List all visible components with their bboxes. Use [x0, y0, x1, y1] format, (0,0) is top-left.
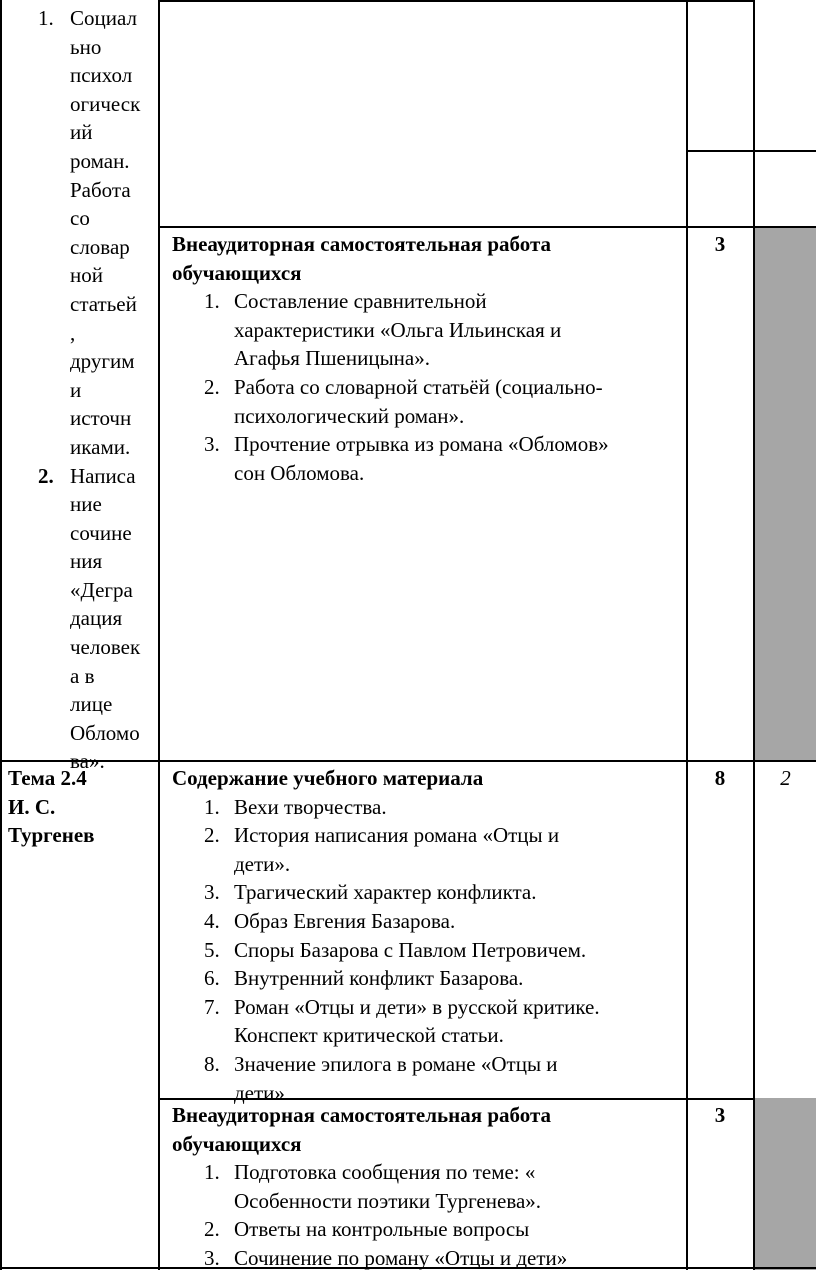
table-border [158, 0, 753, 2]
text-line: Образ Евгения Базарова. [234, 908, 456, 933]
list-item [172, 821, 684, 878]
text-line: ния [70, 549, 103, 574]
list-number: 1. [38, 6, 54, 30]
header-line: обучающихся [172, 1131, 302, 1156]
text-line: Значение эпилога в романе «Отцы и [234, 1051, 558, 1076]
shaded-cell-row3 [753, 1098, 816, 1270]
list-number: 2. [38, 463, 54, 488]
list-number: 2. [204, 374, 220, 399]
list-number: 2. [204, 823, 220, 848]
text-line: роман. [70, 148, 130, 173]
list-item [172, 964, 684, 993]
text-line: дети». [234, 851, 291, 876]
section-header [172, 1101, 684, 1158]
row3-content-cell [172, 1101, 684, 1273]
list-item [172, 793, 684, 822]
table-border [158, 226, 816, 228]
text-line: Ответы на контрольные вопросы [234, 1217, 530, 1242]
section-header [172, 230, 684, 287]
text-line: лице [70, 692, 113, 717]
list-number: 1. [204, 289, 220, 314]
text-line: , [70, 320, 76, 345]
list-item-text [70, 462, 156, 777]
list-number: 3. [204, 880, 220, 905]
text-line: характеристики «Ольга Ильинская и [234, 317, 562, 342]
row2-content-cell [172, 764, 684, 1107]
text-line: Особенности поэтики Тургенева». [234, 1188, 542, 1213]
list-number: 6. [204, 966, 220, 991]
level-cell [755, 764, 816, 793]
text-line: ние [70, 492, 102, 517]
header-line: Внеаудиторная самостоятельная работа [172, 1103, 552, 1127]
list-item-text [70, 4, 156, 462]
table-border [158, 0, 160, 1270]
content-list [172, 793, 684, 1108]
list-item [172, 1215, 684, 1244]
row1-topic-cell [0, 4, 156, 776]
text-line: Социал [70, 6, 137, 30]
text-line: огическ [70, 91, 141, 116]
text-line: сочине [70, 520, 132, 545]
text-line: Сочинение по роману «Отцы и дети» [234, 1245, 568, 1270]
text-line: и [70, 377, 82, 402]
shaded-cell-row1 [753, 226, 816, 760]
text-line: дети» [234, 1080, 285, 1105]
text-line: Агафья Пшеницына». [234, 346, 430, 371]
text-line: ной [70, 263, 103, 288]
list-number: 8. [204, 1051, 220, 1076]
text-line: сон Обломова. [234, 460, 365, 485]
level-value: 2 [780, 766, 791, 790]
text-line: а в [70, 663, 95, 688]
list-number: 5. [204, 937, 220, 962]
topic-line: И. С. [8, 794, 56, 819]
table-border [686, 0, 688, 1270]
hours-cell [688, 1101, 752, 1130]
list-item [172, 907, 684, 936]
text-line: Подготовка сообщения по теме: « [234, 1160, 536, 1185]
text-line: статьей [70, 291, 137, 316]
text-line: психологический роман». [234, 403, 465, 428]
table-border [686, 150, 816, 152]
list-number: 1. [204, 794, 220, 819]
list-item [172, 1050, 684, 1107]
header-line: Внеаудиторная самостоятельная работа [172, 232, 552, 256]
hours-cell [688, 764, 752, 793]
list-item [172, 373, 684, 430]
list-item [172, 430, 684, 487]
list-number: 3. [204, 1245, 220, 1270]
text-line: словар [70, 234, 130, 259]
table-border [753, 0, 755, 1270]
row1b-content-cell [172, 230, 684, 487]
list-number: 3. [204, 432, 220, 457]
topic-line: Тема 2.4 [8, 766, 87, 790]
list-item [172, 1244, 684, 1273]
text-line: Написа [70, 463, 136, 488]
list-number: 2. [204, 1217, 220, 1242]
text-line: Трагический характер конфликта. [234, 880, 537, 905]
header-line: Содержание учебного материала [172, 766, 484, 790]
text-line: Обломо [70, 720, 140, 745]
topic-line: Тургенев [8, 823, 95, 848]
task-list [172, 287, 684, 487]
text-line: ва». [70, 749, 105, 774]
text-line: Работа со словарной статьёй (социально- [234, 374, 603, 399]
topic-cell [8, 764, 156, 850]
text-line: История написания романа «Отцы и [234, 823, 560, 848]
text-line: дация [70, 606, 123, 631]
text-line: Внутренний конфликт Базарова. [234, 966, 524, 991]
text-line: Работа [70, 177, 131, 202]
list-number: 7. [204, 994, 220, 1019]
list-item [172, 993, 684, 1050]
text-line: Конспект критической статьи. [234, 1023, 504, 1048]
text-line: Вехи творчества. [234, 794, 387, 819]
text-line: ий [70, 120, 93, 145]
text-line: иками. [70, 434, 131, 459]
list-item [172, 936, 684, 965]
text-line: со [70, 206, 90, 231]
hours-value: 3 [714, 1103, 726, 1127]
task-list [172, 1158, 684, 1272]
list-item [172, 1158, 684, 1215]
header-line: обучающихся [172, 260, 302, 285]
text-line: Роман «Отцы и дети» в русской критике. [234, 994, 600, 1019]
hours-cell [688, 230, 752, 259]
hours-value: 3 [714, 232, 726, 256]
text-line: человек [70, 635, 141, 660]
text-line: психол [70, 63, 133, 88]
text-line: Споры Базарова с Павлом Петровичем. [234, 937, 587, 962]
text-line: «Дегра [70, 577, 133, 602]
text-line: Составление сравнительной [234, 289, 487, 314]
list-number: 1. [204, 1160, 220, 1185]
list-item [172, 287, 684, 373]
text-line: ьно [70, 34, 102, 59]
text-line: Прочтение отрывка из романа «Обломов» [234, 432, 609, 457]
list-item [172, 878, 684, 907]
section-header [172, 764, 684, 793]
text-line: другим [70, 349, 135, 374]
hours-value: 8 [714, 766, 726, 790]
list-number: 4. [204, 908, 220, 933]
text-line: источн [70, 406, 132, 431]
